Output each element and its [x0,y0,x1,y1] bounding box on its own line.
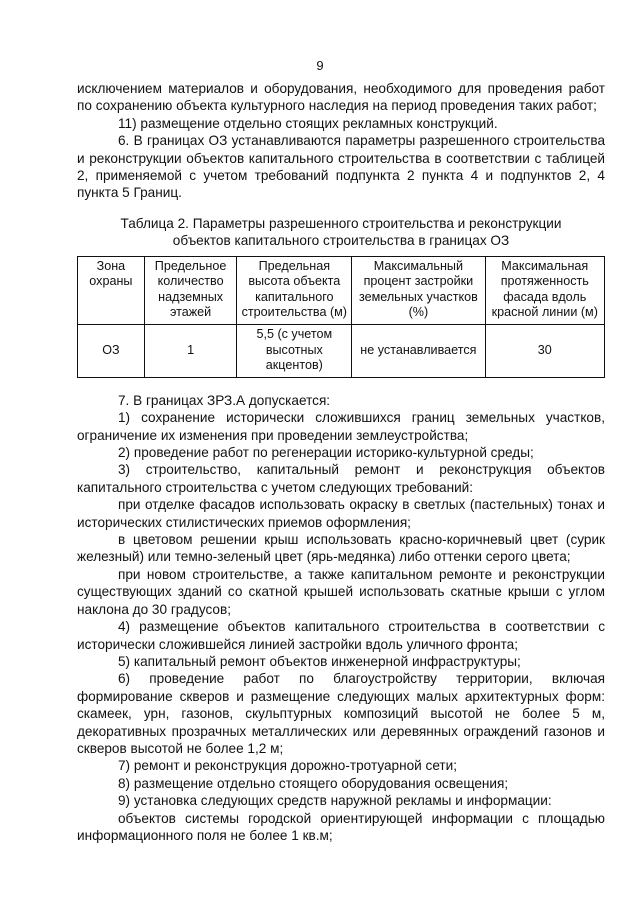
table-caption-line-1: Таблица 2. Параметры разрешенного строительства и реконструкции [120,215,562,231]
table-caption-line-2: объектов капитального строительства в границах ОЗ [172,233,510,249]
paragraph-continuation: исключением материалов и оборудования, необходимого для проведения работ по сохранению объекта культурного наследия на период проведения таких работ; [77,81,605,114]
paragraph-item-3: 3) строительство, капитальный ремонт и реконструкция объектов капитального строительства с учетом следующих требований: [77,462,605,495]
cell-coverage: не устанавливается [352,325,485,378]
paragraph-item-6: 6) проведение работ по благоустройству территории, включая формирование скверов и размещение следующих малых архитектурных форм: скамеек, урн, газонов, скульптурных композиций высотой не более 5 м, декоративных прозрачных металлических или деревянных ограждений газонов и скверов высотой не более 1,2 м; [77,671,605,756]
page-number: 9 [316,58,324,73]
header-max-height: Предельная высота объекта капитального строительства (м) [237,256,352,324]
header-max-floors: Предельное количество надземных этажей [144,256,237,324]
table-caption [77,215,605,250]
paragraph-section-7: 7. В границах ЗРЗ.А допускается: [118,392,331,408]
paragraph-item-2: 2) проведение работ по регенерации историко-культурной среды; [118,445,534,461]
paragraph-facade-finish: при отделке фасадов использовать окраску в светлых (пастельных) тонах и исторических стилистических приемов оформления; [77,497,605,530]
paragraph-item-9: 9) установка следующих средств наружной рекламы и информации: [118,793,552,809]
header-max-coverage: Максимальный процент застройки земельных участков (%) [352,256,485,324]
paragraph-item-1: 1) сохранение исторически сложившихся границ земельных участков, ограничение их изменения при проведении землеустройства; [77,410,605,443]
header-protection-zone: Зона охраны [78,256,145,324]
cell-zone: ОЗ [78,325,145,378]
paragraph-section-6: 6. В границах ОЗ устанавливаются параметры разрешенного строительства и реконструкции объектов капитального строительства в соответствии с таблицей 2, применяемой с учетом требований подпункта 2 пункта 4 и подпунктов 2, 4 пункта 5 Границ. [77,133,605,201]
cell-facade-length: 30 [485,325,604,378]
cell-floors: 1 [144,325,237,378]
table-row [78,325,605,378]
paragraph-info-objects: объектов системы городской ориентирующей информации с площадью информационного поля не более 1 кв.м; [77,810,605,843]
paragraph-item-11: 11) размещение отдельно стоящих рекламных конструкций. [118,115,498,131]
paragraph-roof-color: в цветовом решении крыш использовать красно-коричневый цвет (сурик железный) или темно-зеленый цвет (ярь-медянка) либо оттенки серого цвета; [77,532,605,565]
paragraph-item-8: 8) размещение отдельно стоящего оборудования освещения; [118,775,509,791]
paragraph-roof-slope: при новом строительстве, а также капитальном ремонте и реконструкции существующих зданий со скатной крышей использовать скатные крыши с углом наклона до 30 градусов; [77,566,605,617]
table-header-row [78,256,605,324]
cell-height: 5,5 (с учетом высотных акцентов) [237,325,352,378]
header-max-facade-length: Максимальная протяженность фасада вдоль красной линии (м) [485,256,604,324]
paragraph-item-7: 7) ремонт и реконструкция дорожно-тротуарной сети; [118,758,458,774]
parameters-table [77,256,605,378]
paragraph-item-4: 4) размещение объектов капитального строительства в соответствии с исторически сложившейся линией застройки вдоль уличного фронта; [77,619,605,652]
document-body [77,80,605,844]
paragraph-item-5: 5) капитальный ремонт объектов инженерной инфраструктуры; [118,653,521,669]
